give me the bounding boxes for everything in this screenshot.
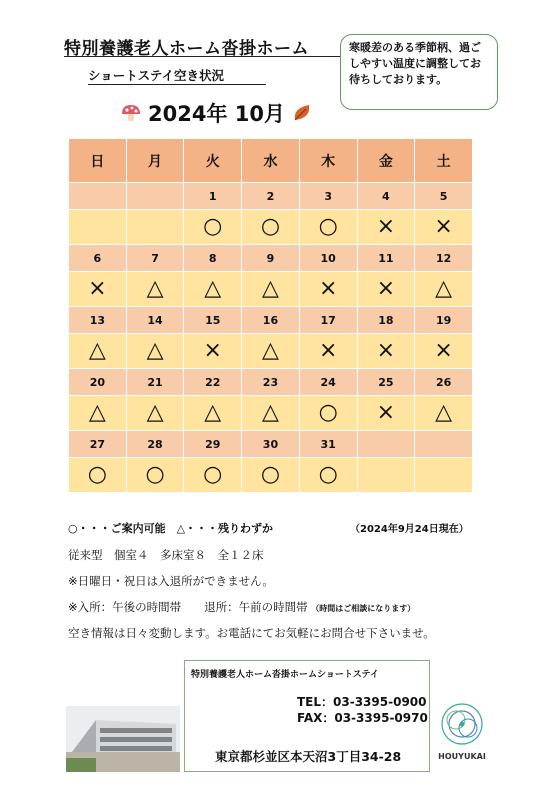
availability-cell: × [184,334,242,369]
availability-cell: × [357,210,415,245]
date-cell: 22 [184,369,242,396]
date-cell: 18 [357,307,415,334]
room-info: 従来型 個室４ 多床室８ 全１２床 [68,548,264,562]
date-cell [415,431,473,458]
date-cell: 6 [69,245,127,272]
weekday-wed: 水 [242,139,300,183]
availability-cell: △ [184,396,242,431]
availability-row [69,458,473,493]
date-cell: 14 [126,307,184,334]
building-image [66,706,180,772]
subtitle-underline [88,84,266,85]
availability-cell: △ [126,396,184,431]
date-cell: 24 [299,369,357,396]
availability-cell: △ [242,396,300,431]
date-cell: 2 [242,183,300,210]
date-cell: 15 [184,307,242,334]
availability-cell: × [415,210,473,245]
availability-cell [357,458,415,493]
availability-cell: △ [126,272,184,307]
date-cell: 5 [415,183,473,210]
date-cell: 3 [299,183,357,210]
availability-cell: △ [184,272,242,307]
weekday-tue: 火 [184,139,242,183]
date-cell: 1 [184,183,242,210]
weekday-sun: 日 [69,139,127,183]
availability-cell: △ [126,334,184,369]
date-cell: 17 [299,307,357,334]
date-cell: 27 [69,431,127,458]
holiday-note: ※日曜日・祝日は入退所ができません。 [68,574,274,588]
date-cell: 23 [242,369,300,396]
availability-cell [415,458,473,493]
title-underline [64,56,350,57]
date-cell: 25 [357,369,415,396]
availability-cell: ○ [242,210,300,245]
availability-cell: × [357,396,415,431]
date-cell: 8 [184,245,242,272]
houyukai-logo-icon [438,700,486,748]
date-cell: 4 [357,183,415,210]
contact-box [184,660,430,772]
leaf-icon [291,102,313,124]
date-row [69,183,473,210]
date-cell: 21 [126,369,184,396]
date-cell: 19 [415,307,473,334]
availability-cell: △ [69,396,127,431]
availability-cell [126,210,184,245]
weekday-sat: 土 [415,139,473,183]
date-cell: 26 [415,369,473,396]
availability-cell: × [357,272,415,307]
date-cell: 9 [242,245,300,272]
availability-cell: ○ [242,458,300,493]
availability-cell [69,210,127,245]
availability-cell: × [357,334,415,369]
availability-cell: × [415,334,473,369]
date-cell: 31 [299,431,357,458]
date-cell: 13 [69,307,127,334]
availability-cell: ○ [69,458,127,493]
phone-number: TEL：03-3395-0900 [297,695,427,709]
date-cell [126,183,184,210]
availability-cell: × [69,272,127,307]
date-cell: 29 [184,431,242,458]
page-title: 特別養護老人ホーム沓掛ホーム [64,39,309,59]
time-info-text: ※入所：午後の時間帯 退所：午前の時間帯 [68,600,308,614]
date-row [69,431,473,458]
availability-cell: △ [415,272,473,307]
fax-number: FAX：03-3395-0970 [297,711,428,725]
availability-cell: ○ [299,458,357,493]
as-of-date: （2024年9月24日現在） [350,524,469,535]
availability-cell: × [299,334,357,369]
availability-cell: ○ [184,458,242,493]
date-row [69,307,473,334]
time-info-note: （時間はご相談になります） [311,604,416,613]
date-cell: 28 [126,431,184,458]
availability-cell: ○ [126,458,184,493]
brand-name: HOUYUKAI [438,752,486,761]
seasonal-note: 寒暖差のある季節柄、過ごしやすい温度に調整してお待ちしております。 [340,34,498,110]
availability-cell: ○ [299,210,357,245]
availability-row [69,210,473,245]
availability-cell: △ [415,396,473,431]
date-row [69,245,473,272]
availability-cell: △ [242,334,300,369]
month-label: 2024年 10月 [148,102,285,126]
weekday-mon: 月 [126,139,184,183]
availability-cell: △ [69,334,127,369]
weekday-thu: 木 [299,139,357,183]
availability-row [69,396,473,431]
time-info [68,599,415,615]
date-cell [357,431,415,458]
address: 東京都杉並区本天沼3丁目34-28 [215,749,402,764]
availability-cell: ○ [299,396,357,431]
date-cell: 7 [126,245,184,272]
legend: ○・・・ご案内可能 △・・・残りわずか [68,522,274,535]
date-cell: 10 [299,245,357,272]
availability-calendar [68,138,473,493]
date-cell: 20 [69,369,127,396]
page-subtitle: ショートステイ空き状況 [88,68,225,83]
date-cell: 12 [415,245,473,272]
date-cell: 11 [357,245,415,272]
date-row [69,369,473,396]
weekday-fri: 金 [357,139,415,183]
weekday-header-row [69,139,473,183]
date-cell [69,183,127,210]
availability-cell: × [299,272,357,307]
month-heading [120,98,313,128]
availability-cell: ○ [184,210,242,245]
mushroom-icon [120,102,142,124]
availability-row [69,334,473,369]
date-cell: 30 [242,431,300,458]
vacancy-note: 空き情報は日々変動します。お電話にてお気軽にお問合せ下さいませ。 [68,626,435,640]
facility-name: 特別養護老人ホーム沓掛ホームショートステイ [191,670,379,680]
date-cell: 16 [242,307,300,334]
availability-cell: △ [242,272,300,307]
availability-row [69,272,473,307]
